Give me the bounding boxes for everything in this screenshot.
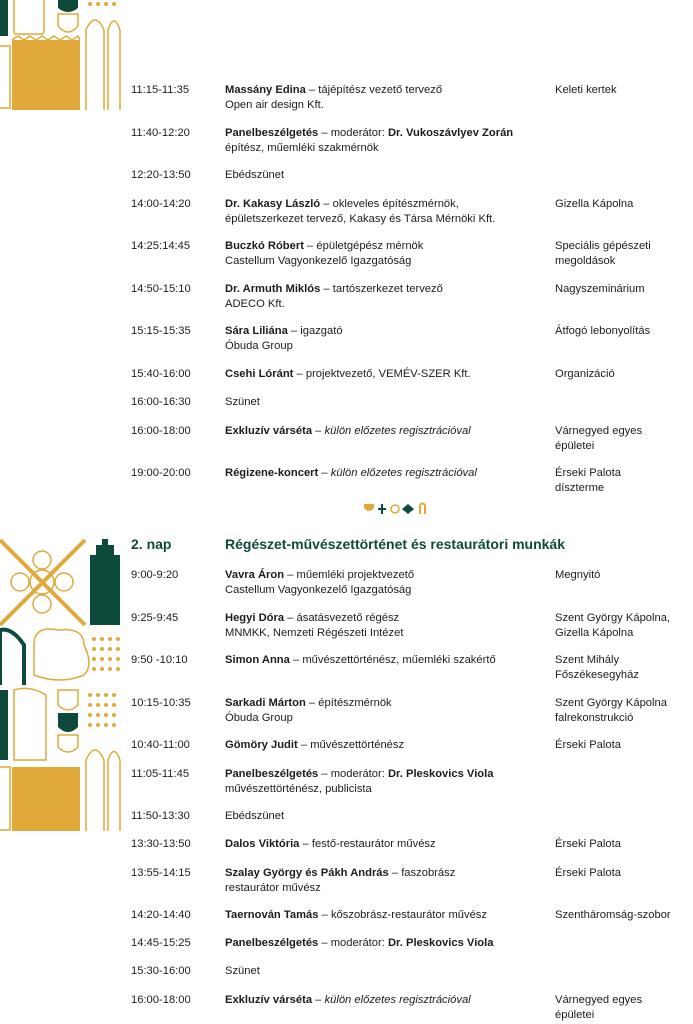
separator: – [297, 739, 311, 751]
session-time: 13:30-13:50 [131, 838, 191, 850]
speaker-name: Csehi Lóránt [225, 368, 294, 380]
location-line: Főszékesegyház [555, 668, 639, 681]
speaker-name: Dr. Kakasy László [225, 198, 321, 210]
speaker-name: Panelbeszélgetés [225, 127, 319, 139]
speaker-name: Dalos Viktória [225, 838, 300, 850]
session-description [225, 964, 545, 979]
session-time: 11:15-11:35 [131, 84, 190, 96]
session-time: 14:20-14:40 [131, 909, 191, 921]
session-time: 11:05-11:45 [131, 768, 190, 780]
speaker-organization: Castellum Vagyonkezelő Igazgatóság [225, 254, 412, 267]
location-line: Várnegyed egyes [555, 425, 643, 437]
session-description [225, 126, 545, 155]
session-location [555, 611, 693, 640]
speaker-name: Sarkadi Márton [225, 697, 306, 709]
speaker-role: moderátor: [330, 127, 388, 139]
speaker-organization: Open air design Kft. [225, 98, 324, 111]
location-line: Keleti kertek [555, 84, 617, 96]
speaker-role: okleveles építészmérnök, [332, 198, 459, 210]
session-description [225, 936, 545, 951]
moderator-name: Dr. Vukoszávlyev Zorán [387, 127, 514, 139]
session-description [225, 866, 545, 895]
speaker-role: épületgépész mérnök [316, 240, 424, 252]
location-line: Gizella Kápolna [555, 198, 634, 210]
speaker-name: Massány Edina [225, 84, 306, 96]
speaker-organization: Castellum Vagyonkezelő Igazgatóság [225, 583, 412, 596]
separator: – [318, 127, 331, 139]
session-time: 14:50-15:10 [131, 283, 191, 295]
location-line: díszterme [555, 481, 605, 494]
speaker-organization: művészettörténész, publicista [225, 782, 372, 795]
location-line: megoldások [555, 254, 616, 267]
separator: – [305, 697, 319, 709]
session-title: Ebédszünet [225, 810, 285, 822]
ornament-divider [362, 502, 432, 516]
session-description [225, 809, 545, 824]
separator: – [299, 838, 312, 850]
separator: – [318, 909, 331, 921]
session-time: 15:15-15:35 [131, 325, 191, 337]
location-line: Nagyszeminárium [555, 283, 645, 295]
speaker-name: Régizene-koncert [225, 467, 319, 479]
separator: – [312, 425, 325, 437]
speaker-organization: építész, műemléki szakmérnök [225, 141, 379, 154]
speaker-name: Gömöry Judit [225, 739, 298, 751]
speaker-organization: Óbuda Group [225, 711, 293, 724]
speaker-role: festő-restaurátor művész [311, 838, 436, 850]
separator: – [320, 283, 333, 295]
session-location [555, 653, 693, 682]
speaker-name: Taernován Tamás [225, 909, 319, 921]
speaker-name: Vavra Áron [225, 569, 285, 581]
speaker-role: projektvezető, VEMÉV-SZER Kft. [305, 368, 471, 380]
separator: – [287, 325, 301, 337]
location-line: Szent Mihály [555, 654, 620, 666]
session-description [225, 83, 545, 112]
session-location [555, 993, 693, 1022]
separator: – [289, 654, 303, 666]
registration-note: külön előzetes regisztrációval [330, 467, 477, 479]
separator: – [293, 368, 306, 380]
speaker-name: Szalay György és Pákh András [225, 867, 389, 879]
session-description [225, 653, 545, 668]
speaker-name: Sára Liliána [225, 325, 288, 337]
session-title: Szünet [225, 396, 260, 408]
location-line: épületei [555, 439, 595, 452]
session-time: 12:20-13:50 [131, 169, 191, 181]
session-time: 13:55-14:15 [131, 867, 191, 879]
session-title: Szünet [225, 965, 260, 977]
separator: – [284, 569, 297, 581]
session-description [225, 395, 545, 410]
session-description [225, 611, 545, 640]
session-description [225, 993, 545, 1008]
session-description [225, 466, 545, 481]
session-location [555, 239, 693, 268]
session-description [225, 282, 545, 311]
speaker-role: moderátor: [330, 768, 388, 780]
registration-note: külön előzetes regisztrációval [324, 994, 471, 1006]
speaker-role: kőszobrász-restaurátor művész [330, 909, 487, 921]
location-line: épületei [555, 1008, 595, 1021]
location-line: Speciális gépészeti [555, 240, 651, 252]
separator: – [305, 84, 319, 96]
location-line: Várnegyed egyes [555, 994, 643, 1006]
session-time: 19:00-20:00 [131, 467, 191, 479]
session-description [225, 168, 545, 183]
session-description [225, 767, 545, 796]
session-description [225, 837, 545, 852]
session-title: Ebédszünet [225, 169, 285, 181]
session-description [225, 239, 545, 268]
session-time: 15:40-16:00 [131, 368, 191, 380]
session-location [555, 696, 693, 725]
location-line: Szent György Kápolna, [555, 612, 671, 624]
speaker-role: tartószerkezet tervező [332, 283, 443, 295]
session-description [225, 908, 545, 923]
speaker-role: tájépítész vezető tervező [318, 84, 443, 96]
registration-note: külön előzetes regisztrációval [324, 425, 471, 437]
session-location [555, 324, 693, 339]
speaker-role: igazgató [300, 325, 343, 337]
session-location [555, 466, 693, 495]
session-location [555, 282, 693, 297]
speaker-role: moderátor: [330, 937, 388, 949]
session-time: 14:45-15:25 [131, 937, 191, 949]
session-time: 14:25:14:45 [131, 240, 191, 252]
location-line: Érseki Palota [555, 838, 621, 850]
location-line: Szentháromság-szobor [555, 909, 671, 921]
separator: – [318, 467, 331, 479]
separator: – [312, 994, 325, 1006]
location-line: falrekonstrukció [555, 711, 634, 724]
session-description [225, 568, 545, 597]
speaker-role: művészettörténész, műemléki szakértő [302, 654, 496, 666]
session-time: 15:30-16:00 [131, 965, 191, 977]
session-time: 11:50-13:30 [131, 810, 190, 822]
session-description [225, 696, 545, 725]
session-time: 9:00-9:20 [131, 569, 179, 581]
separator: – [303, 240, 317, 252]
separator: – [318, 768, 331, 780]
session-time: 16:00-18:00 [131, 425, 191, 437]
session-location [555, 568, 693, 583]
speaker-role: építészmérnök [318, 697, 392, 709]
session-description [225, 197, 545, 226]
speaker-role: ásatásvezető régész [296, 612, 400, 624]
speaker-organization: restaurátor művész [225, 881, 321, 894]
session-time: 10:15-10:35 [131, 697, 191, 709]
separator: – [318, 937, 331, 949]
speaker-name: Exkluzív várséta [225, 425, 313, 437]
location-line: Érseki Palota [555, 867, 621, 879]
location-line: Megnyitó [555, 569, 601, 581]
decorative-pattern-bottom [0, 535, 125, 835]
session-location [555, 367, 693, 382]
speaker-name: Panelbeszélgetés [225, 768, 319, 780]
speaker-name: Hegyi Dóra [225, 612, 285, 624]
speaker-name: Buczkó Róbert [225, 240, 304, 252]
location-line: Érseki Palota [555, 739, 621, 751]
speaker-name: Simon Anna [225, 654, 290, 666]
session-time: 16:00-16:30 [131, 396, 191, 408]
location-line: Érseki Palota [555, 467, 621, 479]
speaker-role: műemléki projektvezető [296, 569, 415, 581]
session-location [555, 424, 693, 453]
speaker-name: Dr. Armuth Miklós [225, 283, 321, 295]
speaker-organization: Óbuda Group [225, 339, 293, 352]
session-description [225, 324, 545, 353]
session-time: 16:00-18:00 [131, 994, 191, 1006]
location-line: Szent György Kápolna [555, 697, 667, 709]
session-description [225, 424, 545, 439]
session-description [225, 738, 545, 753]
session-time: 11:40-12:20 [131, 127, 190, 139]
location-line: Organizáció [555, 368, 615, 380]
location-line: Gizella Kápolna [555, 626, 634, 639]
separator: – [320, 198, 333, 210]
separator: – [388, 867, 402, 879]
session-location [555, 866, 693, 881]
speaker-role: művészettörténész [310, 739, 405, 751]
session-description [225, 367, 545, 382]
decorative-pattern-top [0, 0, 125, 112]
location-line: Átfogó lebonyolítás [555, 325, 651, 337]
session-location [555, 908, 693, 923]
session-location [555, 83, 693, 98]
session-time: 10:40-11:00 [131, 739, 190, 751]
moderator-name: Dr. Pleskovics Viola [387, 768, 494, 780]
day-number: 2. nap [131, 536, 172, 552]
session-time: 9:25-9:45 [131, 612, 179, 624]
speaker-name: Exkluzív várséta [225, 994, 313, 1006]
session-location [555, 837, 693, 852]
speaker-organization: ADECO Kft. [225, 297, 285, 310]
separator: – [284, 612, 297, 624]
day-title: Régészet-művészettörténet és restaurátori munkák [225, 536, 566, 552]
speaker-name: Panelbeszélgetés [225, 937, 319, 949]
session-location [555, 197, 693, 212]
session-time: 9:50 -10:10 [131, 654, 188, 666]
moderator-name: Dr. Pleskovics Viola [387, 937, 494, 949]
speaker-role: faszobrász [401, 867, 456, 879]
speaker-organization: MNMKK, Nemzeti Régészeti Intézet [225, 626, 404, 639]
session-location [555, 738, 693, 753]
speaker-organization: épületszerkezet tervező, Kakasy és Társa Mérnöki Kft. [225, 212, 496, 225]
session-time: 14:00-14:20 [131, 198, 191, 210]
